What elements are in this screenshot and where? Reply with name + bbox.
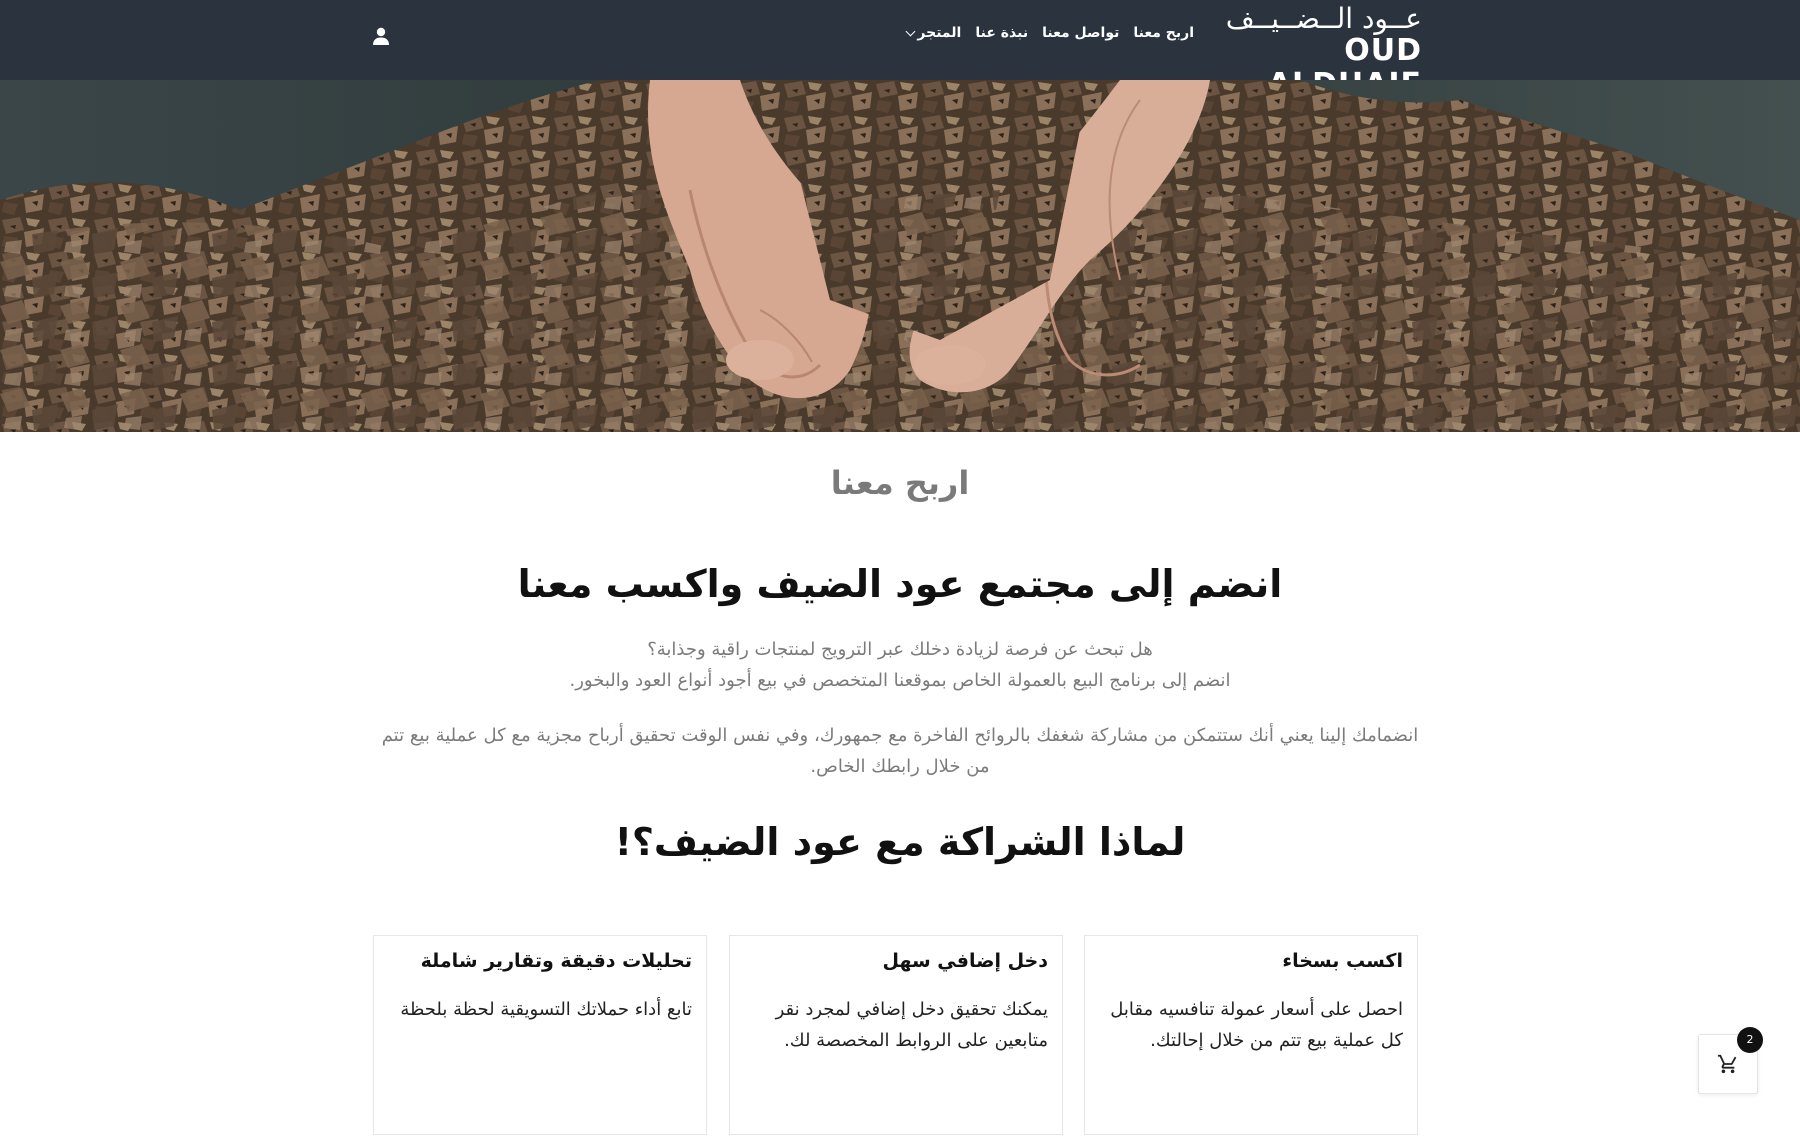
nav-item-store-label: المتجر bbox=[917, 25, 962, 41]
intro-line-2: انضم إلى برنامج البيع بالعمولة الخاص بموقعنا المتخصص في بيع أجود أنواع العود والبخور. bbox=[569, 670, 1231, 691]
feature-card-income bbox=[729, 935, 1063, 1135]
hands-holding-oud-chips-image bbox=[0, 80, 1800, 432]
nav-item-earn[interactable] bbox=[1133, 25, 1194, 41]
feature-text: يمكنك تحقيق دخل إضافي لمجرد نقر متابعين على الروابط المخصصة لك. bbox=[775, 999, 1048, 1051]
feature-title: تحليلات دقيقة وتقارير شاملة bbox=[420, 950, 692, 972]
nav-item-earn-label: اربح معنا bbox=[1133, 25, 1194, 41]
nav-item-about-label: نبذة عنا bbox=[975, 25, 1029, 41]
nav-item-contact[interactable] bbox=[1042, 25, 1119, 41]
hero-image bbox=[0, 80, 1800, 432]
user-icon[interactable] bbox=[372, 26, 390, 46]
intro-text bbox=[0, 634, 1800, 696]
cart-count-badge: 2 bbox=[1737, 1027, 1763, 1053]
cart-icon bbox=[1717, 1053, 1739, 1075]
logo-arabic: عــود الــضــيــف bbox=[1225, 2, 1422, 35]
site-logo[interactable] bbox=[1222, 4, 1422, 70]
why-heading: لماذا الشراكة مع عود الضيف؟! bbox=[614, 820, 1186, 864]
logo-english: OUD bbox=[1344, 33, 1422, 68]
nav-item-about[interactable] bbox=[975, 25, 1028, 41]
main-heading: انضم إلى مجتمع عود الضيف واكسب معنا bbox=[517, 562, 1283, 606]
feature-text: تابع أداء حملاتك التسويقية لحظة بلحظة bbox=[400, 999, 692, 1020]
description-text: انضمامك إلينا يعني أنك ستتمكن من مشاركة شغفك بالروائح الفاخرة مع جمهورك، وفي نفس الوقت تحقيق أرباح مجزية مع كل عملية بيع تتم من خلال رابطك الخاص. bbox=[381, 725, 1419, 777]
feature-card-earn bbox=[1084, 935, 1418, 1135]
feature-card-analytics bbox=[373, 935, 707, 1135]
site-header bbox=[0, 0, 1800, 80]
page-title: اربح معنا bbox=[830, 464, 970, 502]
main-nav bbox=[907, 20, 1194, 46]
nav-item-contact-label: تواصل معنا bbox=[1042, 25, 1120, 41]
intro-line-1: هل تبحث عن فرصة لزيادة دخلك عبر الترويج لمنتجات راقية وجذابة؟ bbox=[647, 639, 1153, 660]
feature-title: دخل إضافي سهل bbox=[882, 950, 1048, 972]
chevron-down-icon bbox=[906, 26, 916, 36]
feature-text: احصل على أسعار عمولة تنافسيه مقابل كل عملية بيع تتم من خلال إحالتك. bbox=[1110, 999, 1403, 1051]
feature-title: اكسب بسخاء bbox=[1282, 950, 1403, 972]
nav-item-store[interactable] bbox=[907, 25, 961, 41]
